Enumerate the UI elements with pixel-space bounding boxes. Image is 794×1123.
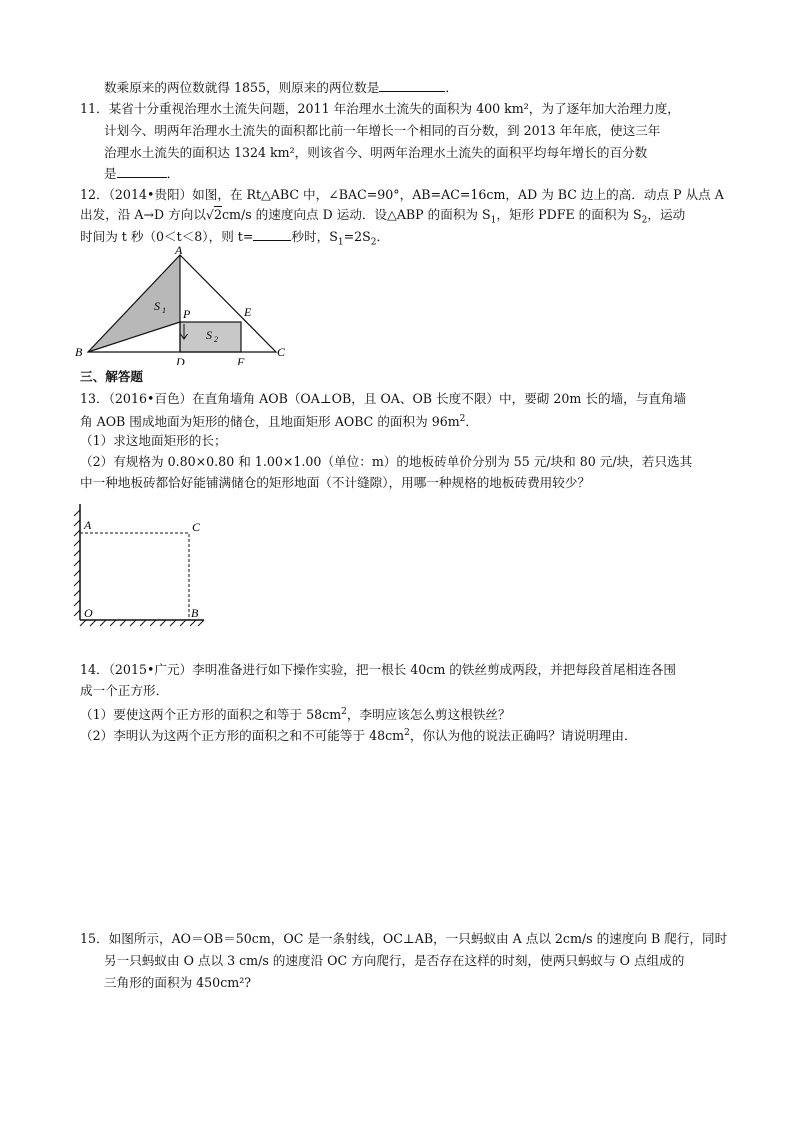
q13-text: 角 AOB 围成地面为矩形的储仓，且地面矩形 AOBC 的面积为 96m [80,414,460,430]
sqrt-symbol: √ [205,207,214,222]
q12-triangle-figure [70,243,300,365]
q10-answer-blank [379,79,445,92]
label-s2-sub: 2 [214,335,218,344]
label-c: C [277,345,286,359]
q13-line-2 [80,411,478,430]
subscript: 1 [490,215,497,226]
q12-text-c: ，矩形 PDFE 的面积为 S [496,207,642,222]
label-f: F [237,355,245,365]
sqrt-radicand: 2 [213,207,222,222]
q12-text-e: 时间为 t 秒（0＜t＜8），则 t= [80,229,254,244]
q11-line-1: 11．某省十分重视治理水土流失问题，2011 年治理水土流失的面积为 400 km²，为了逐年加大治理力度， [80,101,680,116]
q13-line-1: 13．（2016•百色）在直角墙角 AOB（OA⊥OB，且 OA、OB 长度不限）中，要砌 20m 长的墙，与直角墙 [80,391,687,406]
section-heading: 三、解答题 [80,369,143,384]
superscript: 2 [404,728,410,738]
q11-line-4 [104,165,179,182]
new-wall-ac-cb [80,533,189,620]
q13-part-2-line-2: 中一种地板砖都恰好能铺满储仓的矩形地面（不计缝隙），用哪一种规格的地板砖费用较少？ [80,475,591,490]
q10-continuation [104,79,458,96]
q11-line-2: 计划今、明两年治理水土流失的面积都比前一年增长一个相同的百分数，到 2013 年年底，使这三年 [104,123,661,138]
q13-wall-corner-figure [68,500,213,630]
label-e: E [244,305,252,319]
q12-line-2 [80,207,685,229]
label-s1: S [154,299,160,313]
q11-answer-blank [117,165,167,178]
q12-text-f: 秒时，S [291,229,338,244]
q14-text-b: ，李明应该怎么剪这根铁丝？ [346,707,511,723]
subscript: 2 [641,215,648,226]
label-p: P [183,307,191,321]
label-d: D [176,355,185,365]
q10-text: 数乘原来的两位数就得 1855，则原来的两位数是 [104,80,380,95]
q12-answer-blank [253,228,291,241]
superscript: 2 [341,707,347,717]
q11-text: 是 [104,166,117,181]
q14-text-a: （1）要使这两个正方形的面积之和等于 58cm [80,707,342,723]
label-b: B [191,606,199,620]
q12-text-h: ． [376,229,390,244]
q15-line-2: 另一只蚂蚁由 O 点以 3 cm/s 的速度沿 OC 方向爬行，是否存在这样的时刻，使两只蚂蚁与 O 点组成的 [104,953,685,968]
q11-line-3: 治理水土流失的面积达 1324 km²，则该省今、明两年治理水土流失的面积平均每年增长的百分数 [104,145,648,160]
q15-line-1: 15．如图所示，AO＝OB＝50cm，OC 是一条射线，OC⊥AB，一只蚂蚁由 A 点以 2cm/s 的速度向 B 爬行，同时 [80,931,728,946]
label-b: B [75,345,83,359]
q14-part-2 [80,725,637,744]
subscript: 1 [337,237,344,248]
q12-line-1: 12．（2014•贵阳）如图，在 Rt△ABC 中，∠BAC=90°，AB=AC=16cm，AD 为 BC 边上的高．动点 P 从点 A [80,187,724,202]
wall-hatching-horizontal [80,620,204,626]
q13-part-2-line-1: （2）有规格为 0.80×0.80 和 1.00×1.00（单位：m）的地板砖单价分别为 55 元/块和 80 元/块，若只选其 [80,454,693,469]
q13-end: ． [465,414,478,430]
label-c: C [192,520,201,534]
label-a: A [175,243,183,257]
wall-hatching-vertical [74,510,80,616]
q11-end: ． [166,166,180,181]
q14-line-1: 14．（2015•广元）李明准备进行如下操作实验，把一根长 40cm 的铁丝剪成两段，并把每段首尾相连各围 [80,662,676,677]
q12-text-b: cm/s 的速度向点 D 运动．设△ABP 的面积为 S [221,207,491,222]
q12-text-g: =2S [343,229,371,244]
q12-text-d: ，运动 [647,207,686,222]
q10-end: ． [445,80,458,95]
label-s1-sub: 1 [162,306,166,315]
q14-text-c: （2）李明认为这两个正方形的面积之和不可能等于 48cm [80,728,405,744]
q13-part-1: （1）求这地面矩形的长； [80,433,227,448]
subscript: 2 [370,237,377,248]
superscript: 2 [459,414,466,424]
label-a: A [84,518,92,532]
q14-part-1 [80,704,511,723]
q14-text-d: ，你认为他的说法正确吗？请说明理由． [409,728,637,744]
q12-text-a: 出发，沿 A→D 方向以 [80,207,206,222]
q14-line-2: 成一个正方形． [80,683,169,698]
label-o: O [84,606,93,620]
q15-line-3: 三角形的面积为 450cm²? [104,975,251,990]
label-s2: S [206,328,212,342]
